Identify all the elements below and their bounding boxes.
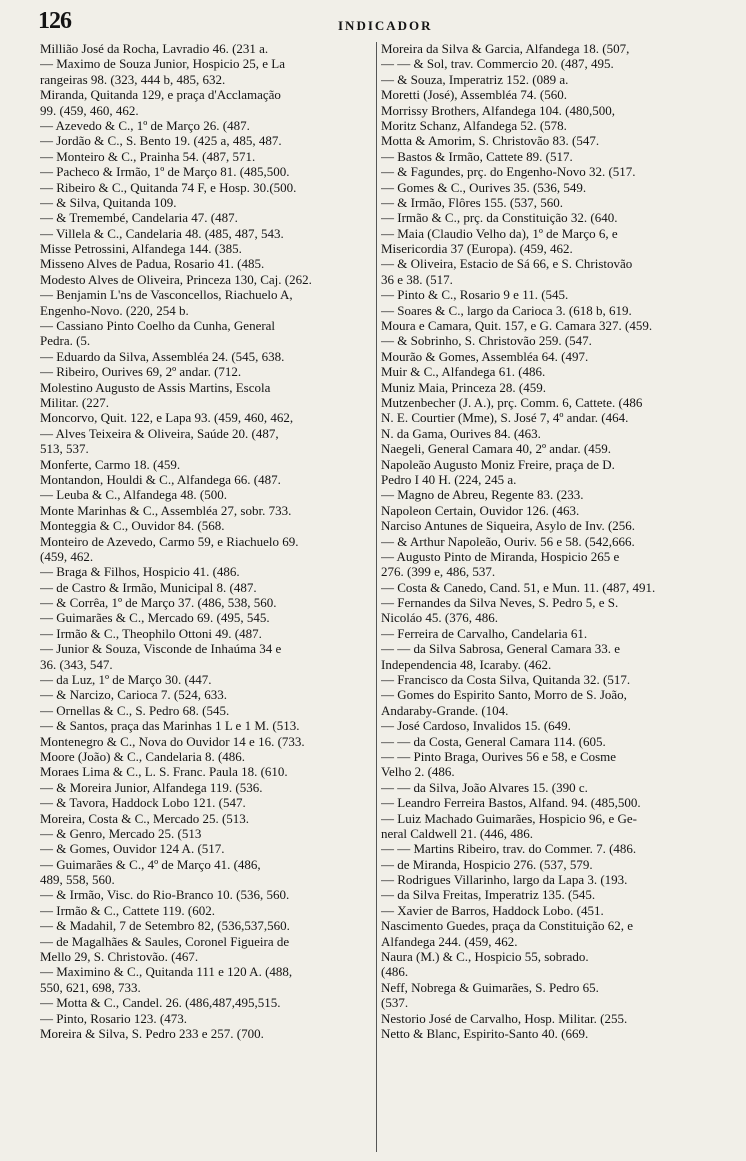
directory-entry-line: — & Silva, Quitanda 109. <box>40 194 177 210</box>
page-number: 126 <box>38 8 71 34</box>
directory-entry-line: (486. <box>381 964 409 980</box>
directory-entry-line: — — Pinto Braga, Ourives 56 e 58, e Cosme <box>381 748 617 764</box>
page-header <box>38 8 716 38</box>
directory-entry-line: Muir & C., Alfandega 61. (486. <box>381 364 546 380</box>
directory-entry-line: — Leuba & C., Alfandega 48. (500. <box>40 487 228 503</box>
directory-entry-line: — & Oliveira, Estacio de Sá 66, e S. Christovão <box>381 256 633 272</box>
directory-entry-line: Mello 29, S. Christovão. (467. <box>40 949 199 965</box>
directory-entry-line: — Francisco da Costa Silva, Quitanda 32. (517. <box>381 672 631 688</box>
column-divider <box>376 42 377 1152</box>
directory-entry-line: Andaraby-Grande. (104. <box>381 702 509 718</box>
directory-entry-line: — Azevedo & C., 1º de Março 26. (487. <box>40 117 250 133</box>
directory-entry-line: Monteggia & C., Ouvidor 84. (568. <box>40 518 225 534</box>
directory-entry-line: — Braga & Filhos, Hospicio 41. (486. <box>40 564 240 580</box>
directory-entry-line: Molestino Augusto de Assis Martins, Escola <box>40 379 271 395</box>
directory-entry-line: — Rodrigues Villarinho, largo da Lapa 3. (193. <box>381 872 628 888</box>
directory-entry-line: Naegeli, General Camara 40, 2º andar. (459. <box>381 441 611 457</box>
directory-entry-line: Independencia 48, Icaraby. (462. <box>381 656 552 672</box>
directory-entry-line: 276. (399 e, 486, 537. <box>381 564 496 580</box>
directory-entry-line: 489, 558, 560. <box>40 872 115 888</box>
directory-entry-line: — Augusto Pinto de Miranda, Hospicio 265 e <box>381 548 620 564</box>
directory-entry-line: — & Fagundes, prç. do Engenho-Novo 32. (517. <box>381 164 636 180</box>
directory-entry-line: Moreira da Silva & Garcia, Alfandega 18. (507, <box>381 41 630 56</box>
directory-entry-line: Montenegro & C., Nova do Ouvidor 14 e 16. (733. <box>40 733 305 749</box>
directory-entry-line: Engenho-Novo. (220, 254 b. <box>40 302 189 318</box>
directory-entry-line: Pedro I 40 H. (224, 245 a. <box>381 471 517 487</box>
directory-entry-line: — Cassiano Pinto Coelho da Cunha, General <box>40 318 276 334</box>
directory-entry-line: N. da Gama, Ourives 84. (463. <box>381 425 541 441</box>
directory-entry-line: Monferte, Carmo 18. (459. <box>40 456 181 472</box>
directory-entry-line: — & Irmão, Visc. do Rio-Branco 10. (536, 560. <box>40 887 290 903</box>
directory-entry-line: — Gomes & C., Ourives 35. (536, 549. <box>381 179 587 195</box>
directory-entry-line: Naura (M.) & C., Hospicio 55, sobrado. <box>381 949 589 965</box>
directory-entry-line: — & Santos, praça das Marinhas 1 L e 1 M. (513. <box>40 718 300 734</box>
directory-entry-line: 513, 537. <box>40 441 89 457</box>
directory-entry-line: — & Genro, Mercado 25. (513 <box>40 825 202 841</box>
directory-entry-line: Misseno Alves de Padua, Rosario 41. (485. <box>40 256 265 272</box>
directory-entry-line: rangeiras 98. (323, 444 b, 485, 632. <box>40 71 226 87</box>
directory-entry-line: — Jordão & C., S. Bento 19. (425 a, 485, 487. <box>40 133 282 149</box>
directory-entry-line: Nestorio José de Carvalho, Hosp. Militar. (255. <box>381 1010 628 1026</box>
directory-entry-line: Monteiro de Azevedo, Carmo 59, e Riachuelo 69. <box>40 533 299 549</box>
directory-entry-line: N. E. Courtier (Mme), S. José 7, 4º andar. (464. <box>381 410 629 426</box>
directory-entry-line: — & Sobrinho, S. Christovão 259. (547. <box>381 333 592 349</box>
directory-entry-line: — Costa & Canedo, Cand. 51, e Mun. 11. (487, 491. <box>381 579 656 595</box>
directory-entry-line: — Ferreira de Carvalho, Candelaria 61. <box>381 625 588 641</box>
directory-entry-line: Moraes Lima & C., L. S. Franc. Paula 18. (610. <box>40 764 288 780</box>
directory-entry-line: — Alves Teixeira & Oliveira, Saúde 20. (487, <box>40 425 279 441</box>
directory-entry-line: 99. (459, 460, 462. <box>40 102 139 118</box>
directory-entry-line: — Villela & C., Candelaria 48. (485, 487, 543. <box>40 225 284 241</box>
directory-entry-line: Narciso Antunes de Siqueira, Asylo de Inv. (256. <box>381 518 636 534</box>
directory-entry-line: Mutzenbecher (J. A.), prç. Comm. 6, Cattete. (486 <box>381 394 643 410</box>
directory-entry-line: — — da Silva Sabrosa, General Camara 33. e <box>381 641 620 657</box>
directory-entry-line: Moura e Camara, Quit. 157, e G. Camara 327. (459. <box>381 318 653 334</box>
directory-entry-line: Nicoláo 45. (376, 486. <box>381 610 498 626</box>
directory-entry-line: — Ribeiro, Ourives 69, 2º andar. (712. <box>40 364 242 380</box>
directory-entry-line: neral Caldwell 21. (446, 486. <box>381 825 533 841</box>
directory-entry-line: Modesto Alves de Oliveira, Princeza 130, Caj. (262. <box>40 271 312 287</box>
directory-entry-line: — Ribeiro & C., Quitanda 74 F, e Hosp. 30.(500. <box>40 179 297 195</box>
directory-entry-line: — Maia (Claudio Velho da), 1º de Março 6, e <box>381 225 618 241</box>
directory-entry-line: — Bastos & Irmão, Cattete 89. (517. <box>381 148 573 164</box>
directory-entry-line: Militar. (227. <box>40 394 109 410</box>
directory-entry-line: Millião José da Rocha, Lavradio 46. (231 a. <box>40 41 269 56</box>
directory-entry-line: Pedra. (5. <box>40 333 91 349</box>
directory-entry-line: — — da Costa, General Camara 114. (605. <box>381 733 606 749</box>
directory-entry-line: Miranda, Quitanda 129, e praça d'Acclamação <box>40 87 281 103</box>
directory-entry-line: — Pacheco & Irmão, 1º de Março 81. (485,500. <box>40 164 290 180</box>
directory-entry-line: Moncorvo, Quit. 122, e Lapa 93. (459, 460, 462, <box>40 410 294 426</box>
directory-entry-line: Muniz Maia, Princeza 28. (459. <box>381 379 546 395</box>
directory-entry-line: — & Souza, Imperatriz 152. (089 a. <box>381 71 569 87</box>
directory-entry-line: Misse Petrossini, Alfandega 144. (385. <box>40 241 242 257</box>
directory-entry-line: Moritz Schanz, Alfandega 52. (578. <box>381 117 567 133</box>
directory-entry-line: — Monteiro & C., Prainha 54. (487, 571. <box>40 148 256 164</box>
directory-entry-line: — & Corrêa, 1º de Março 37. (486, 538, 560. <box>40 595 277 611</box>
directory-entry-line: Morrissy Brothers, Alfandega 104. (480,500, <box>381 102 615 118</box>
directory-entry-line: Nascimento Guedes, praça da Constituição 62, e <box>381 918 633 934</box>
running-title: INDICADOR <box>338 18 433 33</box>
directory-entry-line: — Benjamin L'ns de Vasconcellos, Riachuelo A, <box>40 287 293 303</box>
directory-entry-line: Motta & Amorim, S. Christovão 83. (547. <box>381 133 600 149</box>
directory-entry-line: — Pinto, Rosario 123. (473. <box>40 1010 187 1026</box>
directory-entry-line: Netto & Blanc, Espirito-Santo 40. (669. <box>381 1026 589 1041</box>
directory-entry-line: — de Magalhães & Saules, Coronel Figueira de <box>40 933 290 949</box>
directory-entry-line: — & Madahil, 7 de Setembro 82, (536,537,560. <box>40 918 290 934</box>
directory-entry-line: Moretti (José), Assembléa 74. (560. <box>381 87 567 103</box>
directory-entry-line: Alfandega 244. (459, 462. <box>381 933 518 949</box>
directory-entry-line: — Irmão & C., Cattete 119. (602. <box>40 902 215 918</box>
directory-entry-line: — & Arthur Napoleão, Ouriv. 56 e 58. (542,666. <box>381 533 635 549</box>
directory-entry-line: — José Cardoso, Invalidos 15. (649. <box>381 718 571 734</box>
directory-entry-line: — da Silva Freitas, Imperatriz 135. (545. <box>381 887 596 903</box>
directory-entry-line: — de Miranda, Hospicio 276. (537, 579. <box>381 856 593 872</box>
directory-entry-line: — Junior & Souza, Visconde de Inhaúma 34 e <box>40 641 282 657</box>
directory-entry-line: Monte Marinhas & C., Assembléa 27, sobr. 733. <box>40 502 292 518</box>
directory-entry-line: — — da Silva, João Alvares 15. (390 c. <box>381 779 588 795</box>
directory-entry-line: Neff, Nobrega & Guimarães, S. Pedro 65. <box>381 979 599 995</box>
directory-entry-line: — Irmão & C., prç. da Constituição 32. (640. <box>381 210 618 226</box>
directory-entry-line: — Irmão & C., Theophilo Ottoni 49. (487. <box>40 625 262 641</box>
directory-entry-line: — Guimarães & C., 4º de Março 41. (486, <box>40 856 261 872</box>
directory-entry-line: — & Tremembé, Candelaria 47. (487. <box>40 210 238 226</box>
directory-entry-line: — Guimarães & C., Mercado 69. (495, 545. <box>40 610 270 626</box>
directory-entry-line: Moore (João) & C., Candelaria 8. (486. <box>40 748 246 764</box>
directory-entry-line: Napoleon Certain, Ouvidor 126. (463. <box>381 502 580 518</box>
directory-entry-line: (537. <box>381 995 409 1011</box>
directory-entry-line: — & Gomes, Ouvidor 124 A. (517. <box>40 841 225 857</box>
directory-entry-line: — Gomes do Espirito Santo, Morro de S. João, <box>381 687 627 703</box>
directory-entry-line: — Pinto & C., Rosario 9 e 11. (545. <box>381 287 569 303</box>
directory-entry-line: — de Castro & Irmão, Municipal 8. (487. <box>40 579 257 595</box>
directory-entry-line: 36 e 38. (517. <box>381 271 453 287</box>
directory-entry-line: Velho 2. (486. <box>381 764 455 780</box>
directory-entry-line: — Xavier de Barros, Haddock Lobo. (451. <box>381 902 604 918</box>
directory-entry-line: (459, 462. <box>40 548 94 564</box>
directory-entry-line: Moreira & Silva, S. Pedro 233 e 257. (700. <box>40 1026 264 1041</box>
directory-entry-line: — Magno de Abreu, Regente 83. (233. <box>381 487 584 503</box>
directory-entry-line: Napoleão Augusto Moniz Freire, praça de D. <box>381 456 615 472</box>
directory-entry-line: 550, 621, 698, 733. <box>40 979 141 995</box>
directory-entry-line: — Leandro Ferreira Bastos, Alfand. 94. (485,500. <box>381 795 641 811</box>
directory-entry-line: — Ornellas & C., S. Pedro 68. (545. <box>40 702 230 718</box>
directory-entry-line: Moreira, Costa & C., Mercado 25. (513. <box>40 810 250 826</box>
directory-entry-line: Montandon, Houldi & C., Alfandega 66. (487. <box>40 471 281 487</box>
directory-entry-line: — Luiz Machado Guimarães, Hospicio 96, e Ge- <box>381 810 637 826</box>
directory-entry-line: — & Tavora, Haddock Lobo 121. (547. <box>40 795 246 811</box>
directory-entry-line: — Maximino & C., Quitanda 111 e 120 A. (488, <box>40 964 293 980</box>
directory-entry-line: Mourão & Gomes, Assembléa 64. (497. <box>381 348 589 364</box>
directory-entry-line: — Eduardo da Silva, Assembléa 24. (545, 638. <box>40 348 285 364</box>
directory-entry-line: — & Irmão, Flôres 155. (537, 560. <box>381 194 563 210</box>
directory-entry-line: Misericordia 37 (Europa). (459, 462. <box>381 241 573 257</box>
directory-entry-line: — Maximo de Souza Junior, Hospicio 25, e La <box>40 56 285 72</box>
directory-entry-line: — Motta & C., Candel. 26. (486,487,495,515. <box>40 995 281 1011</box>
directory-entry-line: — — & Sol, trav. Commercio 20. (487, 495. <box>381 56 614 72</box>
directory-entry-line: 36. (343, 547. <box>40 656 113 672</box>
left-column <box>40 41 375 1041</box>
directory-entry-line: — — Martins Ribeiro, trav. do Commer. 7. (486. <box>381 841 637 857</box>
directory-entry-line: — da Luz, 1º de Março 30. (447. <box>40 672 212 688</box>
right-column <box>381 41 716 1041</box>
directory-entry-line: — & Moreira Junior, Alfandega 119. (536. <box>40 779 263 795</box>
directory-entry-line: — Fernandes da Silva Neves, S. Pedro 5, e S. <box>381 595 619 611</box>
directory-entry-line: — Soares & C., largo da Carioca 3. (618 b, 619. <box>381 302 632 318</box>
directory-entry-line: — & Narcizo, Carioca 7. (524, 633. <box>40 687 228 703</box>
